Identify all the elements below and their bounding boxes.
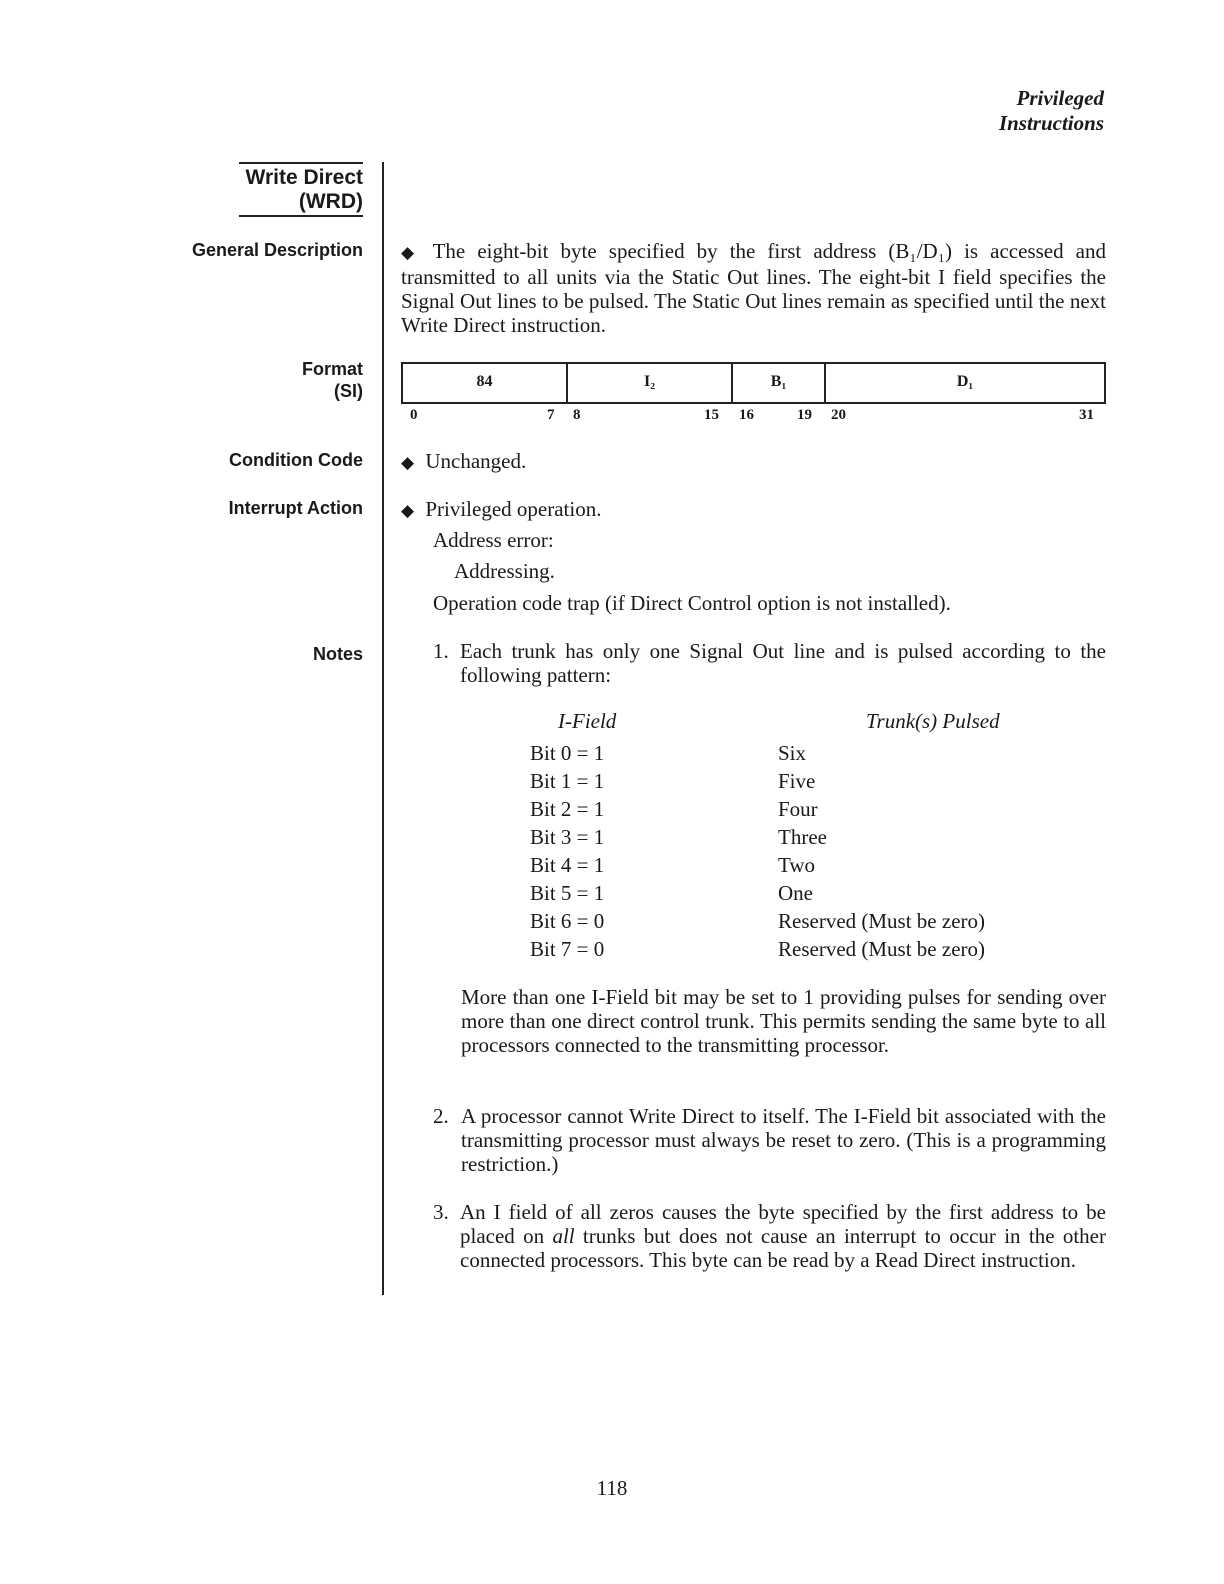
ifield-table-bits	[530, 739, 604, 963]
general-description-text: The eight-bit byte specified by the first address (B₁/D₁) is accessed and transmitted to all units via the Static Out lines. The eight-bit I field specifies the Signal Out lines to be pulsed. The Static Out lines remain as specified until the next Write Direct instruction.	[401, 239, 1107, 337]
table-row: Bit 7 = 0	[530, 937, 605, 961]
note-2-text: A processor cannot Write Direct to itself. The I-Field bit associated with the transmitting processor must always be reset to zero. (This is a programming restriction.)	[461, 1104, 1106, 1176]
note-1-text: Each trunk has only one Signal Out line and is pulsed according to the following pattern:	[460, 639, 1106, 687]
table-cell-trunk: Four	[778, 797, 818, 821]
note-1-number: 1.	[433, 639, 449, 663]
heading-interrupt-action: Interrupt Action	[228, 498, 363, 518]
table-cell-trunk: Three	[778, 825, 827, 849]
bit-position: 19	[797, 407, 812, 423]
format-diagram	[401, 362, 1106, 404]
table-row: Bit 4 = 1	[530, 853, 605, 877]
bit-position: 20	[831, 407, 846, 423]
table-cell-trunk: One	[778, 881, 813, 905]
bullet-icon: ◆	[401, 243, 421, 263]
page-number: 118	[596, 1476, 628, 1500]
heading-general-description: General Description	[191, 240, 363, 260]
header-line-1: Privileged	[1016, 86, 1104, 110]
bullet-icon: ◆	[401, 453, 415, 473]
instruction-title	[239, 162, 363, 217]
heading-format-label: Format	[301, 359, 363, 379]
table-cell-trunk: Five	[778, 769, 816, 793]
instruction-mnemonic: (WRD)	[298, 190, 363, 213]
heading-notes: Notes	[312, 644, 363, 664]
note-3-text	[460, 1200, 1106, 1272]
general-description	[401, 239, 1106, 337]
table-row: Bit 1 = 1	[530, 769, 605, 793]
interrupt-line-4: Operation code trap (if Direct Control option is not installed).	[433, 591, 951, 615]
table-cell-trunk: Reserved (Must be zero)	[778, 909, 986, 933]
bit-position: 16	[739, 407, 754, 423]
table-cell-trunk: Reserved (Must be zero)	[778, 937, 986, 961]
table-cell-trunk: Six	[778, 741, 807, 765]
ifield-table-trunks	[778, 739, 985, 963]
note-1-followup: More than one I-Field bit may be set to 1 providing pulses for sending over more than one direct control trunk. This permits sending the same byte to all processors connected to the transmitting processor.	[461, 985, 1106, 1057]
note-3-emphasis: all	[552, 1224, 575, 1248]
condition-code-text: Unchanged.	[425, 449, 527, 473]
table-header-ifield: I-Field	[558, 709, 617, 733]
table-row: Bit 5 = 1	[530, 881, 605, 905]
bit-position: 7	[547, 407, 555, 423]
heading-condition-code: Condition Code	[229, 450, 363, 470]
table-header-trunks: Trunk(s) Pulsed	[866, 709, 1000, 733]
bit-position: 15	[704, 407, 719, 423]
table-cell-trunk: Two	[778, 853, 816, 877]
margin-rule	[382, 162, 384, 1295]
table-row: Bit 2 = 1	[530, 797, 605, 821]
note-2-number: 2.	[433, 1104, 449, 1128]
bit-position: 31	[1079, 407, 1094, 423]
interrupt-line-1: Privileged operation.	[425, 497, 602, 521]
bit-position: 0	[410, 407, 418, 423]
format-field-i2: I₂	[568, 364, 733, 402]
interrupt-line-2: Address error:	[433, 528, 554, 552]
format-field-b1: B₁	[733, 364, 826, 402]
condition-code	[401, 449, 526, 475]
table-row: Bit 3 = 1	[530, 825, 605, 849]
note-3-text-a: An I field of all zeros causes the byte specified by the first address to be placed on	[460, 1200, 1106, 1248]
bullet-icon: ◆	[401, 501, 415, 521]
format-field-d1: D₁	[956, 373, 974, 390]
note-3-number: 3.	[433, 1200, 449, 1224]
header-line-2: Instructions	[998, 111, 1104, 135]
format-field-opcode: 84	[403, 364, 568, 402]
instruction-name: Write Direct	[245, 166, 363, 189]
bit-position: 8	[573, 407, 581, 423]
running-header	[999, 86, 1104, 136]
heading-format-type: (SI)	[334, 381, 363, 401]
table-row: Bit 0 = 1	[530, 741, 605, 765]
interrupt-line-3: Addressing.	[454, 559, 555, 583]
table-row: Bit 6 = 0	[530, 909, 605, 933]
note-3-text-b: trunks but does not cause an interrupt to occur in the other connected processors. This byte can be read by a Read Direct instruction.	[460, 1224, 1106, 1272]
interrupt-action	[401, 497, 601, 523]
heading-format	[302, 358, 363, 402]
